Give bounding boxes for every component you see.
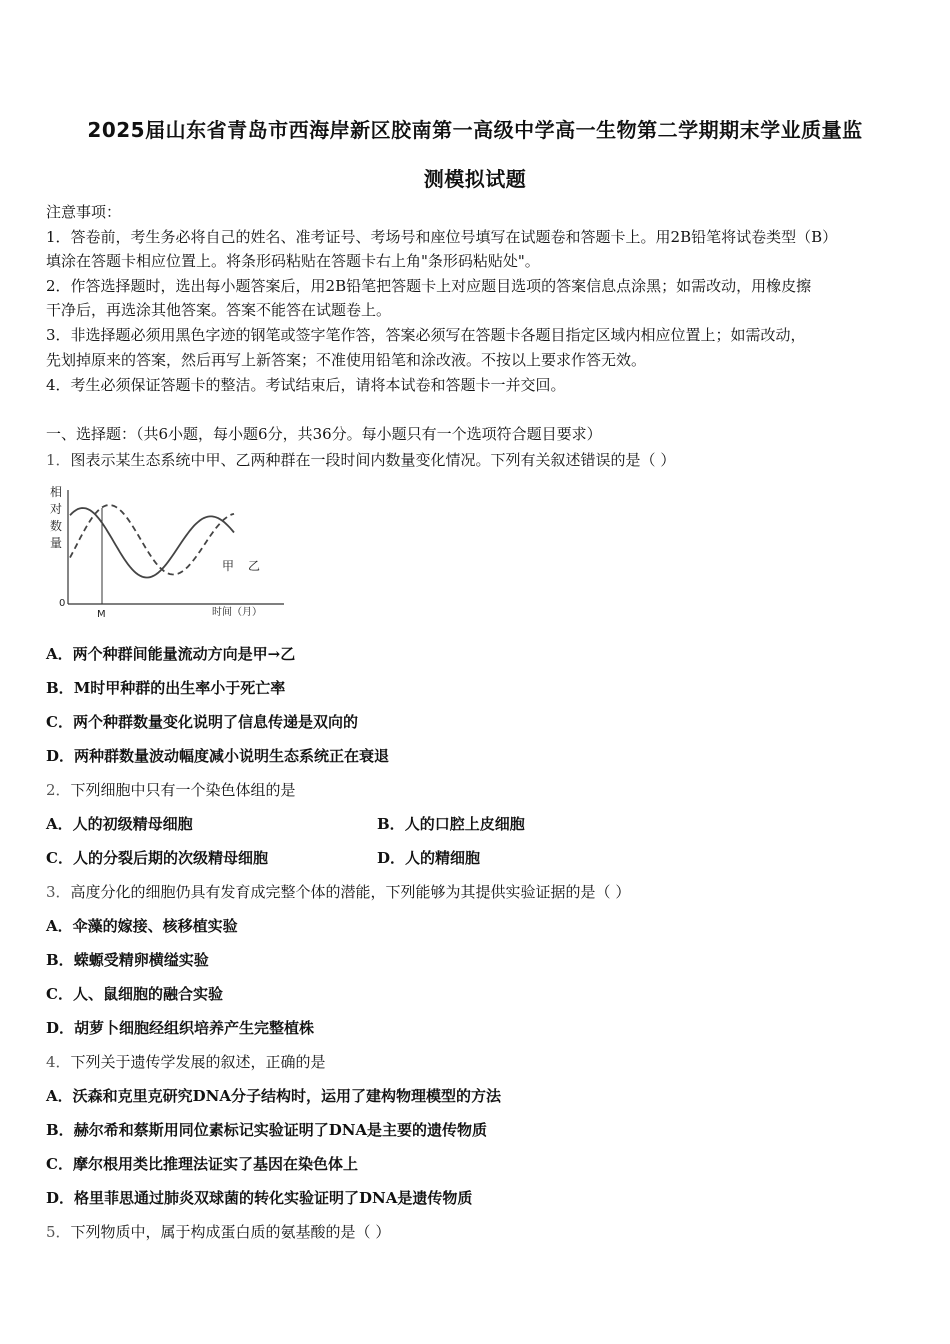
question-text: 图表示某生态系统中甲、乙两种群在一段时间内数量变化情况。下列有关叙述错误的是（ ） <box>70 451 676 469</box>
question-text: 下列关于遗传学发展的叙述，正确的是 <box>70 1053 326 1071</box>
option-letter: D． <box>46 1019 75 1037</box>
x-axis-label: 时间（月） <box>212 607 262 618</box>
q1-option-c[interactable] <box>46 712 906 732</box>
option-letter: C． <box>46 713 73 731</box>
question-text: 下列物质中，属于构成蛋白质的氨基酸的是（ ） <box>70 1223 391 1241</box>
question-number: 2． <box>46 781 71 799</box>
option-text: 人的初级精母细胞 <box>72 815 193 833</box>
question-3-stem <box>46 882 906 902</box>
marker-label: M <box>97 609 106 620</box>
exam-title-line2: 测模拟试题 <box>423 167 527 191</box>
y-axis-label-char: 相 <box>50 485 63 499</box>
q2-option-c[interactable] <box>46 849 268 867</box>
option-text: 人的分裂后期的次级精母细胞 <box>72 849 268 867</box>
option-text: 两种群数量波动幅度减小说明生态系统正在衰退 <box>74 747 390 765</box>
option-letter: A． <box>46 815 73 833</box>
option-letter: D． <box>46 1189 75 1207</box>
option-text: 人、鼠细胞的融合实验 <box>72 985 223 1003</box>
option-letter: B． <box>377 815 405 833</box>
series-label-jia: 甲 <box>222 559 235 573</box>
option-letter: A． <box>46 645 73 663</box>
option-letter: B． <box>46 1121 74 1139</box>
series-label-yi: 乙 <box>248 559 261 573</box>
notice-line: 填涂在答题卡相应位置上。将条形码粘贴在答题卡右上角"条形码粘贴处"。 <box>46 252 540 270</box>
population-chart <box>44 480 294 620</box>
q1-option-d[interactable] <box>46 746 906 766</box>
option-text: 伞藻的嫁接、核移植实验 <box>72 917 238 935</box>
notice-line: 干净后，再选涂其他答案。答案不能答在试题卷上。 <box>46 301 392 319</box>
option-text: 人的口腔上皮细胞 <box>404 815 525 833</box>
q4-option-a[interactable] <box>46 1086 906 1106</box>
notice-line: 先划掉原来的答案，然后再写上新答案；不准使用铅笔和涂改液。不按以上要求作答无效。 <box>46 351 647 369</box>
option-letter: A． <box>46 917 73 935</box>
option-text: 蝾螈受精卵横缢实验 <box>73 951 209 969</box>
y-axis-label-char: 量 <box>50 536 63 550</box>
notice-heading: 注意事项： <box>46 203 122 221</box>
option-text: 摩尔根用类比推理法证实了基因在染色体上 <box>72 1155 358 1173</box>
notice-line: 3．非选择题必须用黑色字迹的钢笔或签字笔作答，答案必须写在答题卡各题目指定区域内相应位置上；如需改动， <box>46 326 806 344</box>
option-text: 格里菲思通过肺炎双球菌的转化实验证明了DNA是遗传物质 <box>74 1189 473 1207</box>
q3-option-a[interactable] <box>46 916 906 936</box>
question-number: 4． <box>46 1053 71 1071</box>
question-text: 下列细胞中只有一个染色体组的是 <box>70 781 296 799</box>
option-text: 两个种群数量变化说明了信息传递是双向的 <box>72 713 358 731</box>
option-letter: B． <box>46 679 74 697</box>
option-text: 沃森和克里克研究DNA分子结构时，运用了建构物理模型的方法 <box>72 1087 502 1105</box>
q4-option-c[interactable] <box>46 1154 906 1174</box>
q2-option-d[interactable] <box>377 848 480 868</box>
q2-option-a[interactable] <box>46 815 193 833</box>
question-2-stem <box>46 780 906 800</box>
origin-label: 0 <box>59 598 66 609</box>
q1-option-b[interactable] <box>46 678 906 698</box>
q3-option-c[interactable] <box>46 984 906 1004</box>
q3-option-d[interactable] <box>46 1018 906 1038</box>
option-text: 两个种群间能量流动方向是甲→乙 <box>72 645 296 663</box>
series-jia-line <box>70 508 234 578</box>
notice-line: 1．答卷前，考生务必将自己的姓名、准考证号、考场号和座位号填写在试题卷和答题卡上。用2B铅笔将试卷类型（B） <box>46 228 838 246</box>
question-1-stem <box>46 450 906 470</box>
question-number: 1． <box>46 451 71 469</box>
option-text: 人的精细胞 <box>405 849 481 867</box>
question-4-stem <box>46 1052 906 1072</box>
q1-option-a[interactable] <box>46 644 906 664</box>
notice-line: 2．作答选择题时，选出每小题答案后，用2B铅笔把答题卡上对应题目选项的答案信息点涂黑；如需改动，用橡皮擦 <box>46 277 812 295</box>
y-axis-label-char: 对 <box>50 502 63 516</box>
option-text: M时甲种群的出生率小于死亡率 <box>73 679 286 697</box>
notice-line: 4．考生必须保证答题卡的整洁。考试结束后，请将本试卷和答题卡一并交回。 <box>46 376 566 394</box>
q3-option-b[interactable] <box>46 950 906 970</box>
y-axis-label-char: 数 <box>50 519 63 533</box>
question-number: 3． <box>46 883 71 901</box>
option-letter: C． <box>46 985 73 1003</box>
exam-title-line1: 2025届山东省青岛市西海岸新区胶南第一高级中学高一生物第二学期期末学业质量监 <box>87 118 863 142</box>
option-letter: C． <box>46 1155 73 1173</box>
option-text: 赫尔希和蔡斯用同位素标记实验证明了DNA是主要的遗传物质 <box>73 1121 488 1139</box>
q4-option-d[interactable] <box>46 1188 906 1208</box>
question-5-stem <box>46 1222 906 1242</box>
series-yi-line <box>70 505 234 574</box>
question-text: 高度分化的细胞仍具有发育成完整个体的潜能，下列能够为其提供实验证据的是（ ） <box>70 883 631 901</box>
option-letter: D． <box>377 849 406 867</box>
option-letter: C． <box>46 849 73 867</box>
option-text: 胡萝卜细胞经组织培养产生完整植株 <box>74 1019 315 1037</box>
option-letter: D． <box>46 747 75 765</box>
question-number: 5． <box>46 1223 71 1241</box>
q4-option-b[interactable] <box>46 1120 906 1140</box>
option-letter: B． <box>46 951 74 969</box>
option-letter: A． <box>46 1087 73 1105</box>
q2-option-b[interactable] <box>377 814 525 834</box>
section-heading: 一、选择题：（共6小题，每小题6分，共36分。每小题只有一个选项符合题目要求） <box>46 425 602 443</box>
